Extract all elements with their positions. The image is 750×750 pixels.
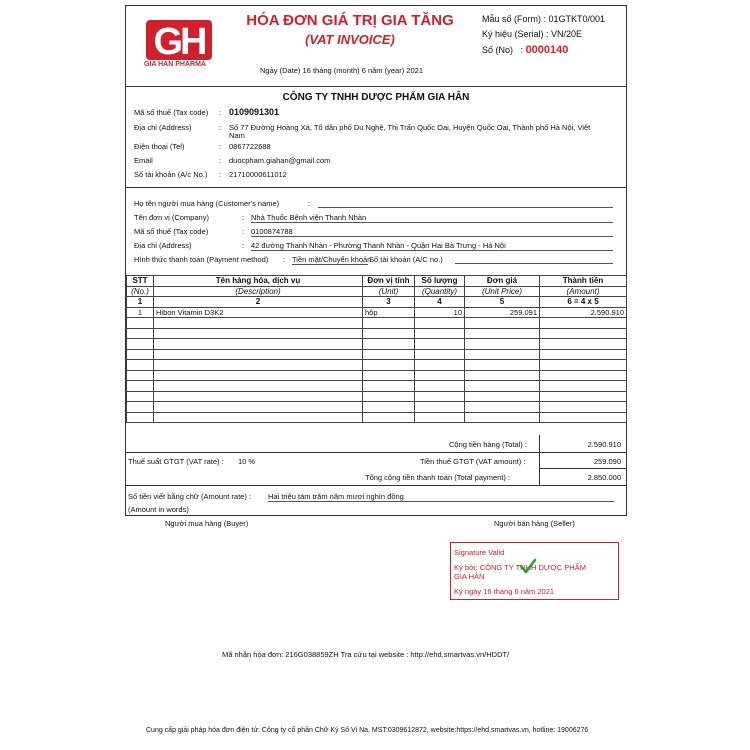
- colon: :: [242, 213, 245, 222]
- buyer-address-label: Địa chỉ (Address): [134, 241, 192, 250]
- empty-cell: [154, 360, 363, 371]
- col-quantity: Số lượng: [415, 276, 465, 287]
- form-label: Mẫu số (Form) :: [482, 14, 547, 24]
- divider: [539, 468, 627, 469]
- table-row-empty: [127, 412, 627, 423]
- empty-cell: [540, 339, 627, 350]
- no-separator: :: [520, 45, 524, 55]
- index-cell: 6 = 4 x 5: [540, 297, 627, 308]
- no-label: Số (No): [482, 45, 514, 55]
- serial-number: [482, 29, 582, 39]
- empty-cell: [363, 391, 415, 402]
- table-row-empty: [127, 402, 627, 413]
- company-logo: [140, 18, 218, 70]
- empty-cell: [540, 328, 627, 339]
- empty-cell: [415, 402, 465, 413]
- colon: :: [308, 199, 311, 208]
- index-cell: 1: [127, 297, 154, 308]
- serial-value: VN/20E: [551, 29, 583, 39]
- item-price: 259.091: [465, 307, 540, 318]
- empty-cell: [415, 318, 465, 329]
- seller-account-label: Số tài khoản (A/c No.): [134, 170, 208, 179]
- empty-cell: [415, 339, 465, 350]
- empty-cell: [465, 381, 540, 392]
- empty-cell: [127, 391, 154, 402]
- empty-cell: [154, 391, 363, 402]
- colon: :: [219, 156, 222, 165]
- seller-tel-label: Điện thoại (Tel): [134, 142, 185, 151]
- invoice-title: HÓA ĐƠN GIÁ TRỊ GIA TĂNG: [246, 12, 454, 29]
- empty-cell: [465, 328, 540, 339]
- col-unit-price-en: (Unit Price): [465, 286, 540, 297]
- col-unit: Đơn vị tính: [363, 276, 415, 287]
- index-cell: 2: [154, 297, 363, 308]
- signature-status: Signature Valid: [454, 548, 505, 557]
- empty-cell: [363, 381, 415, 392]
- buyer-account-label: Số tài khoản (A/C no.): [369, 255, 443, 264]
- empty-cell: [540, 349, 627, 360]
- col-amount-en: (Amount): [540, 286, 627, 297]
- colon: :: [219, 123, 222, 132]
- table-header-row: [127, 276, 627, 287]
- empty-cell: [127, 339, 154, 350]
- index-cell: 4: [415, 297, 465, 308]
- empty-cell: [465, 412, 540, 423]
- amount-words-label: Số tiền viết bằng chữ (Amount rate) :: [128, 492, 251, 501]
- divider: [125, 86, 627, 87]
- item-amount: 2.590.910: [540, 307, 627, 318]
- logo-letters: GH: [153, 21, 205, 62]
- empty-cell: [127, 349, 154, 360]
- buyer-name-value: [318, 199, 613, 208]
- empty-cell: [540, 318, 627, 329]
- seller-tel-value: 0867722688: [229, 142, 271, 151]
- form-value: 01GTKT0/001: [548, 14, 606, 24]
- seller-account-value: 21710000611012: [229, 170, 287, 179]
- empty-cell: [465, 391, 540, 402]
- col-description-en: (Description): [154, 286, 363, 297]
- table-header-en-row: [127, 286, 627, 297]
- seller-address-label: Địa chỉ (Address): [134, 123, 192, 132]
- empty-cell: [415, 391, 465, 402]
- empty-cell: [154, 381, 363, 392]
- empty-cell: [127, 328, 154, 339]
- table-row-empty: [127, 339, 627, 350]
- logo-mark: [140, 18, 218, 62]
- empty-cell: [363, 349, 415, 360]
- logo-name: GIA HAN PHARMA: [144, 61, 206, 68]
- empty-cell: [127, 402, 154, 413]
- buyer-name-label: Họ tên người mua hàng (Customer's name): [134, 199, 280, 208]
- empty-cell: [154, 349, 363, 360]
- total-payment-label: Tổng cộng tiền thanh toán (Total payment) :: [365, 473, 511, 482]
- colon: :: [219, 108, 222, 117]
- item-unit: hộp: [363, 307, 415, 318]
- table-row-empty: [127, 370, 627, 381]
- checkmark-icon: [519, 557, 537, 575]
- payment-method-value: Tiền mặt/Chuyển khoản: [292, 255, 372, 264]
- no-value: 0000140: [525, 44, 569, 56]
- empty-cell: [363, 360, 415, 371]
- colon: :: [219, 170, 222, 179]
- empty-cell: [540, 381, 627, 392]
- seller-tax-label: Mã số thuế (Tax code): [134, 108, 209, 117]
- provider-info: Cung cấp giải pháp hóa đơn điện tử: Công ty cổ phần Chữ Ký Số Vi Na, MST:0309612872, website:https://ehd.smartvas.vn, hotline: 19006276: [146, 727, 589, 734]
- empty-cell: [465, 318, 540, 329]
- amount-words-label-en: (Amount in words): [128, 505, 189, 514]
- signature-signer-cont: GIA HÂN: [454, 572, 485, 581]
- amount-words-value: Hai triệu tám trăm năm mươi nghìn đồng: [268, 492, 614, 502]
- divider: [539, 435, 540, 485]
- empty-cell: [363, 412, 415, 423]
- empty-cell: [415, 349, 465, 360]
- col-quantity-en: (Quantity): [415, 286, 465, 297]
- empty-cell: [465, 370, 540, 381]
- index-cell: 3: [363, 297, 415, 308]
- col-unit-en: (Unit): [363, 286, 415, 297]
- items-table: [126, 275, 627, 423]
- item-stt: 1: [127, 307, 154, 318]
- empty-cell: [127, 370, 154, 381]
- table-row: [127, 307, 627, 318]
- invoice-subtitle: (VAT INVOICE): [305, 32, 395, 47]
- colon: :: [242, 227, 245, 236]
- empty-cell: [415, 360, 465, 371]
- empty-cell: [127, 412, 154, 423]
- signature-signer: Ký bởi: CÔNG TY TNHH DƯỢC PHẨM: [454, 563, 586, 572]
- empty-cell: [540, 391, 627, 402]
- empty-cell: [154, 318, 363, 329]
- signature-date: Ký ngày 16 tháng 6 năm 2021: [454, 587, 555, 596]
- index-cell: 5: [465, 297, 540, 308]
- empty-cell: [415, 328, 465, 339]
- lookup-code: Mã nhận hóa đơn: 216G038859ZH Tra cứu tại website : http://ehd.smartvas.vn/HDDT/: [222, 650, 510, 659]
- empty-cell: [540, 370, 627, 381]
- empty-cell: [363, 370, 415, 381]
- table-index-row: [127, 297, 627, 308]
- seller-company: CÔNG TY TNHH DƯỢC PHẨM GIA HÂN: [282, 92, 470, 103]
- vat-amount-label: Tiền thuế GTGT (VAT amount) :: [420, 457, 526, 466]
- vat-rate-value: 10 %: [238, 457, 256, 466]
- empty-cell: [465, 339, 540, 350]
- seller-email-value: duocpham.giahan@gmail.com: [229, 156, 331, 165]
- buyer-address-value: 42 đường Thanh Nhàn - Phường Thanh Nhàn - Quận Hai Bà Trưng - Hà Nội: [251, 241, 613, 251]
- table-row-empty: [127, 328, 627, 339]
- buyer-tax-label: Mã số thuế (Tax code): [134, 227, 209, 236]
- seller-address-value-cont: Nam: [229, 131, 245, 140]
- col-stt: STT: [127, 276, 154, 287]
- empty-cell: [540, 360, 627, 371]
- empty-cell: [363, 339, 415, 350]
- empty-cell: [540, 412, 627, 423]
- col-stt-en: (No.): [127, 286, 154, 297]
- empty-cell: [154, 412, 363, 423]
- divider: [125, 452, 627, 453]
- empty-cell: [363, 328, 415, 339]
- colon: :: [283, 255, 286, 264]
- col-unit-price: Đơn giá: [465, 276, 540, 287]
- total-label: Cộng tiền hàng (Total) :: [449, 440, 527, 449]
- col-amount: Thành tiền: [540, 276, 627, 287]
- digital-signature-box: [450, 542, 619, 600]
- buyer-signature-label: Người mua hàng (Buyer): [165, 519, 249, 528]
- empty-cell: [154, 339, 363, 350]
- table-row-empty: [127, 381, 627, 392]
- empty-cell: [415, 412, 465, 423]
- table-row-empty: [127, 349, 627, 360]
- empty-cell: [127, 360, 154, 371]
- vat-amount-value: 259.090: [593, 457, 621, 466]
- serial-label: Ký hiệu (Serial) :: [482, 29, 549, 39]
- empty-cell: [154, 402, 363, 413]
- item-name: Hibon Vitamin D3K2: [154, 307, 363, 318]
- divider: [125, 485, 627, 486]
- empty-cell: [363, 318, 415, 329]
- buyer-company-label: Tên đơn vị (Company): [134, 213, 209, 222]
- item-qty: 10: [415, 307, 465, 318]
- table-row-empty: [127, 360, 627, 371]
- vat-rate-label: Thuế suất GTGT (VAT rate) :: [128, 457, 224, 466]
- empty-cell: [465, 360, 540, 371]
- empty-cell: [415, 370, 465, 381]
- table-row-empty: [127, 318, 627, 329]
- empty-cell: [415, 381, 465, 392]
- empty-cell: [363, 402, 415, 413]
- colon: :: [219, 142, 222, 151]
- seller-tax-value: 0109091301: [229, 107, 280, 117]
- empty-cell: [127, 381, 154, 392]
- empty-cell: [465, 402, 540, 413]
- empty-cell: [127, 318, 154, 329]
- invoice-date: Ngày (Date) 16 tháng (month) 6 năm (year) 2021: [260, 66, 423, 75]
- payment-method-label: Hình thức thanh toán (Payment method): [134, 255, 269, 264]
- empty-cell: [540, 402, 627, 413]
- col-description: Tên hàng hóa, dịch vụ: [154, 276, 363, 287]
- buyer-tax-value: 0100874788: [251, 227, 613, 237]
- invoice-number: [482, 44, 568, 56]
- empty-cell: [465, 349, 540, 360]
- empty-cell: [154, 370, 363, 381]
- seller-email-label: Email: [134, 156, 153, 165]
- total-value: 2.590.910: [587, 440, 621, 449]
- divider: [125, 187, 627, 188]
- empty-rows: [127, 318, 627, 423]
- buyer-company-value: Nhà Thuốc Bệnh viện Thanh Nhàn: [251, 213, 613, 223]
- form-number: [482, 14, 605, 24]
- empty-cell: [154, 328, 363, 339]
- table-row-empty: [127, 391, 627, 402]
- total-payment-value: 2.850.000: [587, 473, 621, 482]
- seller-signature-label: Người bán hàng (Seller): [494, 519, 575, 528]
- colon: :: [242, 241, 245, 250]
- seller-address-value: Số 77 Đường Hoàng Xá, Tổ dân phố Du Nghệ, Thị Trấn Quốc Oai, Huyện Quốc Oai, Thành phố Hà Nội, Việt: [229, 123, 591, 132]
- buyer-account-value: [455, 255, 613, 264]
